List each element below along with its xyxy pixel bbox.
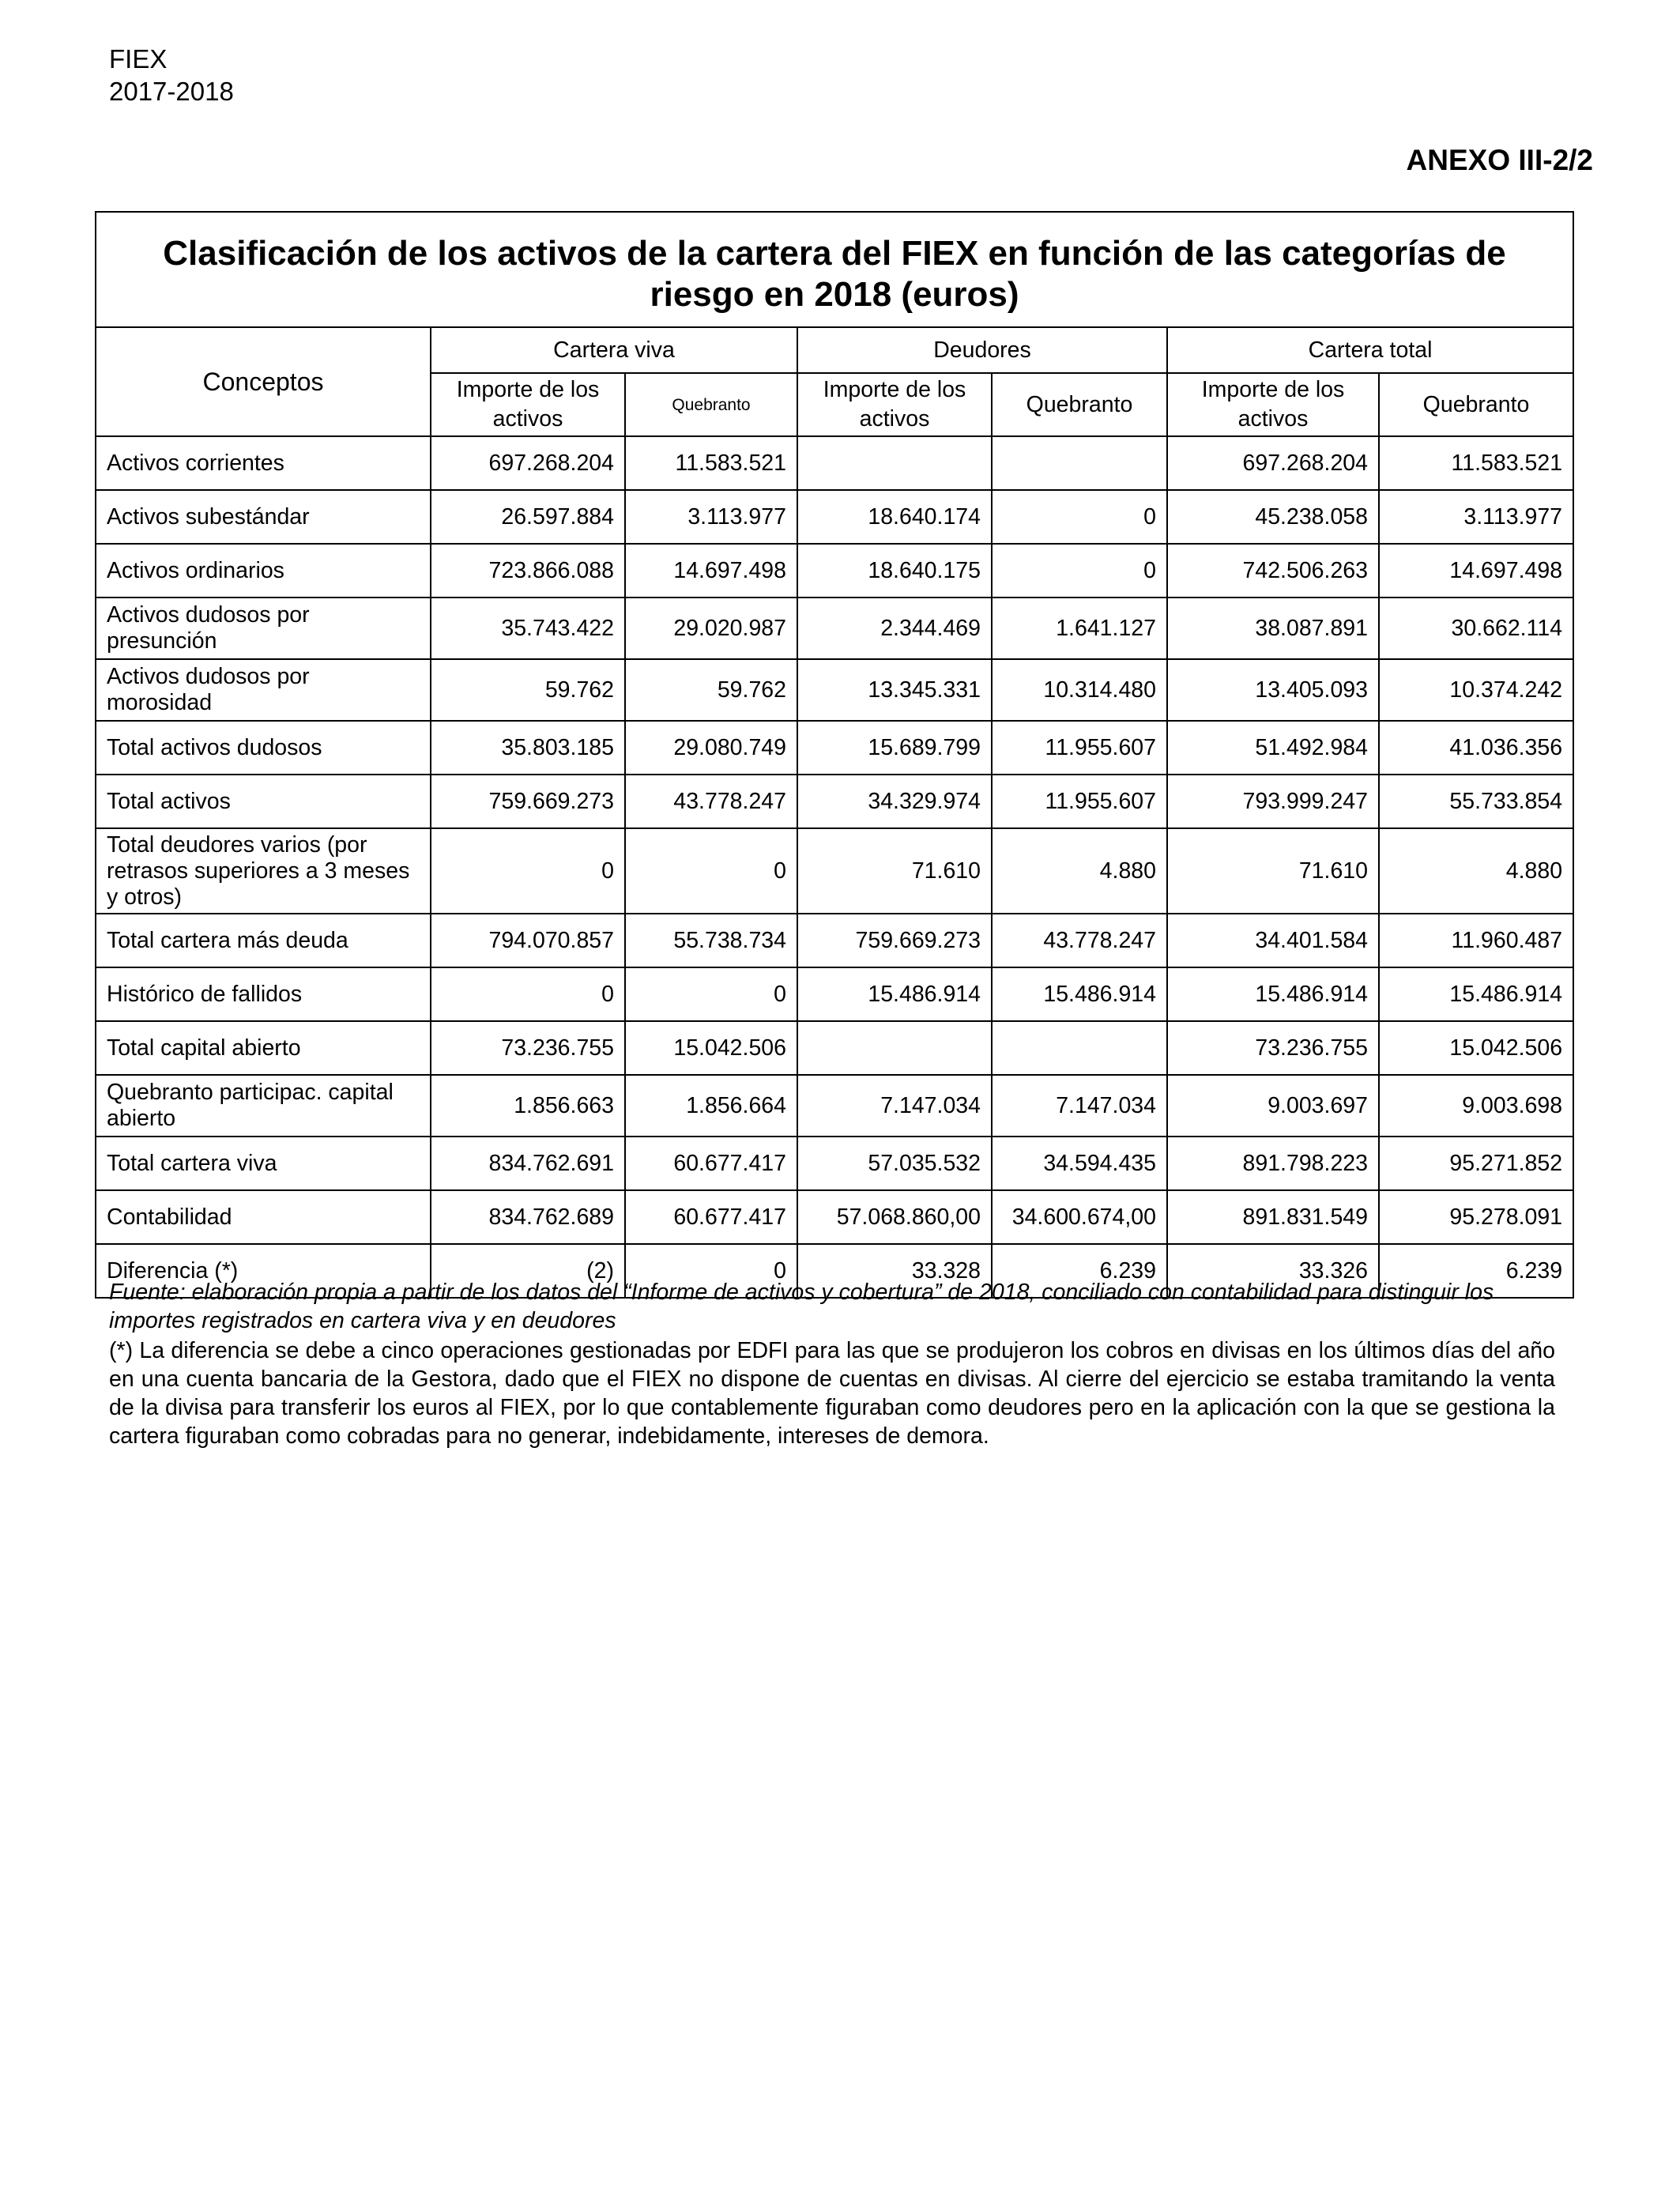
table-cell: 15.042.506 (625, 1021, 797, 1075)
row-label: Activos subestándar (96, 490, 431, 544)
table-cell: 11.960.487 (1379, 914, 1573, 967)
row-label: Histórico de fallidos (96, 967, 431, 1021)
table-cell: 34.600.674,00 (992, 1190, 1167, 1244)
table-cell: 794.070.857 (431, 914, 625, 967)
table-cell: 7.147.034 (992, 1075, 1167, 1137)
table-cell: 43.778.247 (992, 914, 1167, 967)
row-label: Activos ordinarios (96, 544, 431, 598)
table-cell: 0 (625, 967, 797, 1021)
table-cell: 30.662.114 (1379, 598, 1573, 659)
table-cell: 95.271.852 (1379, 1137, 1573, 1190)
table-cell: 11.583.521 (1379, 436, 1573, 490)
table-cell: 34.329.974 (797, 775, 992, 828)
table-row (96, 721, 1573, 775)
table-row (96, 828, 1573, 914)
subheader-importe: Importe de los activos (797, 373, 992, 436)
row-label: Total deudores varios (por retrasos superiores a 3 meses y otros) (96, 828, 431, 914)
table-cell: 2.344.469 (797, 598, 992, 659)
source-note: Fuente: elaboración propia a partir de los datos del “Informe de activos y cobertura” de 2018, conciliado con contabilidad para distinguir los importes registrados en cartera viva y en deudores (109, 1280, 1494, 1333)
table-cell: 15.486.914 (1379, 967, 1573, 1021)
row-label: Total cartera viva (96, 1137, 431, 1190)
subheader-quebranto: Quebranto (992, 373, 1167, 436)
table-cell: 57.068.860,00 (797, 1190, 992, 1244)
table-cell: 4.880 (992, 828, 1167, 914)
subheader-quebranto: Quebranto (625, 373, 797, 436)
table-row (96, 775, 1573, 828)
table-cell: 11.955.607 (992, 721, 1167, 775)
table-cell: 59.762 (625, 659, 797, 721)
table-cell: 60.677.417 (625, 1190, 797, 1244)
table-cell: 3.113.977 (625, 490, 797, 544)
table-row (96, 1137, 1573, 1190)
table-cell: 1.641.127 (992, 598, 1167, 659)
table-cell: 11.583.521 (625, 436, 797, 490)
table-cell: 45.238.058 (1167, 490, 1379, 544)
table-cell: 834.762.691 (431, 1137, 625, 1190)
table-cell: 10.374.242 (1379, 659, 1573, 721)
table-cell: 742.506.263 (1167, 544, 1379, 598)
row-label: Activos corrientes (96, 436, 431, 490)
table-cell: 1.856.663 (431, 1075, 625, 1137)
table-cell (992, 1021, 1167, 1075)
table-cell: 14.697.498 (625, 544, 797, 598)
table-cell: 15.486.914 (992, 967, 1167, 1021)
table-cell: 11.955.607 (992, 775, 1167, 828)
annex-label: ANEXO III-2/2 (1406, 144, 1593, 176)
table-cell: 3.113.977 (1379, 490, 1573, 544)
document-header (109, 43, 234, 107)
table-cell: 697.268.204 (431, 436, 625, 490)
footnote: (*) La diferencia se debe a cinco operaciones gestionadas por EDFI para las que se produjeron los cobros en divisas en los últimos días del año en una cuenta bancaria de la Gestora, dado que el FIEX no dispone de cuentas en divisas. Al cierre del ejercicio se estaba tramitando la venta de la divisa para transferir los euros al FIEX, por lo que contablemente figuraban como deudores pero en la aplicación con la que se gestiona la cartera figuraban como cobradas para no generar, indebidamente, intereses de demora. (109, 1338, 1555, 1449)
row-label: Contabilidad (96, 1190, 431, 1244)
table-cell: 43.778.247 (625, 775, 797, 828)
table-cell: 9.003.697 (1167, 1075, 1379, 1137)
group-header-cartera-total: Cartera total (1167, 327, 1573, 373)
table-cell: 73.236.755 (431, 1021, 625, 1075)
table-cell: 38.087.891 (1167, 598, 1379, 659)
table-cell: 60.677.417 (625, 1137, 797, 1190)
table-cell: 0 (992, 490, 1167, 544)
subheader-importe: Importe de los activos (1167, 373, 1379, 436)
table-cell: 759.669.273 (797, 914, 992, 967)
row-label: Activos dudosos por morosidad (96, 659, 431, 721)
table-cell: 95.278.091 (1379, 1190, 1573, 1244)
table-cell (797, 436, 992, 490)
table-row (96, 544, 1573, 598)
table-cell: (2) (431, 1244, 625, 1298)
row-label: Total capital abierto (96, 1021, 431, 1075)
table-cell: 35.803.185 (431, 721, 625, 775)
row-label: Total cartera más deuda (96, 914, 431, 967)
table-cell: 57.035.532 (797, 1137, 992, 1190)
table-cell: 51.492.984 (1167, 721, 1379, 775)
table-cell: 7.147.034 (797, 1075, 992, 1137)
table-cell: 59.762 (431, 659, 625, 721)
table-cell: 35.743.422 (431, 598, 625, 659)
table-cell: 0 (625, 1244, 797, 1298)
row-label: Activos dudosos por presunción (96, 598, 431, 659)
table-cell: 29.080.749 (625, 721, 797, 775)
table-cell: 0 (431, 967, 625, 1021)
table-cell: 793.999.247 (1167, 775, 1379, 828)
table-cell: 29.020.987 (625, 598, 797, 659)
table-cell: 13.405.093 (1167, 659, 1379, 721)
table-cell: 6.239 (992, 1244, 1167, 1298)
table-cell (797, 1021, 992, 1075)
table-cell: 33.326 (1167, 1244, 1379, 1298)
table-cell: 14.697.498 (1379, 544, 1573, 598)
table-row (96, 967, 1573, 1021)
table-cell: 723.866.088 (431, 544, 625, 598)
table-cell (992, 436, 1167, 490)
table-cell: 15.689.799 (797, 721, 992, 775)
table-cell: 13.345.331 (797, 659, 992, 721)
table-cell: 15.486.914 (1167, 967, 1379, 1021)
period: 2017-2018 (109, 77, 234, 106)
subheader-quebranto: Quebranto (1379, 373, 1573, 436)
table-cell: 55.733.854 (1379, 775, 1573, 828)
table-cell: 71.610 (797, 828, 992, 914)
table-cell: 15.486.914 (797, 967, 992, 1021)
table-cell: 71.610 (1167, 828, 1379, 914)
table-row (96, 659, 1573, 721)
table-cell: 34.401.584 (1167, 914, 1379, 967)
table-cell: 33.328 (797, 1244, 992, 1298)
table-cell: 73.236.755 (1167, 1021, 1379, 1075)
table-cell: 18.640.174 (797, 490, 992, 544)
table-cell: 759.669.273 (431, 775, 625, 828)
table-cell: 697.268.204 (1167, 436, 1379, 490)
table-cell: 34.594.435 (992, 1137, 1167, 1190)
table-row (96, 598, 1573, 659)
table-row (96, 1075, 1573, 1137)
table-cell: 10.314.480 (992, 659, 1167, 721)
table-body (96, 436, 1573, 1298)
table-cell: 0 (625, 828, 797, 914)
subheader-importe: Importe de los activos (431, 373, 625, 436)
table-cell: 26.597.884 (431, 490, 625, 544)
table-row (96, 914, 1573, 967)
org-name: FIEX (109, 44, 168, 74)
table-cell: 15.042.506 (1379, 1021, 1573, 1075)
concepts-header: Conceptos (96, 327, 431, 436)
classification-table (95, 211, 1574, 1299)
row-label: Quebranto participac. capital abierto (96, 1075, 431, 1137)
table-cell: 18.640.175 (797, 544, 992, 598)
table-title: Clasificación de los activos de la cartera del FIEX en función de las categorías de riesgo en 2018 (euros) (96, 212, 1573, 327)
table-cell: 1.856.664 (625, 1075, 797, 1137)
table-cell: 6.239 (1379, 1244, 1573, 1298)
table-cell: 891.831.549 (1167, 1190, 1379, 1244)
table-row (96, 1190, 1573, 1244)
group-header-cartera-viva: Cartera viva (431, 327, 797, 373)
table-row (96, 436, 1573, 490)
table-cell: 891.798.223 (1167, 1137, 1379, 1190)
table-cell: 41.036.356 (1379, 721, 1573, 775)
row-label: Total activos (96, 775, 431, 828)
row-label: Total activos dudosos (96, 721, 431, 775)
table-cell: 9.003.698 (1379, 1075, 1573, 1137)
group-header-deudores: Deudores (797, 327, 1167, 373)
table-cell: 4.880 (1379, 828, 1573, 914)
table-cell: 834.762.689 (431, 1190, 625, 1244)
table-row (96, 1021, 1573, 1075)
table-notes (109, 1278, 1555, 1450)
table-cell: 55.738.734 (625, 914, 797, 967)
table-row (96, 490, 1573, 544)
row-label: Diferencia (*) (96, 1244, 431, 1298)
table-cell: 0 (992, 544, 1167, 598)
table-cell: 0 (431, 828, 625, 914)
